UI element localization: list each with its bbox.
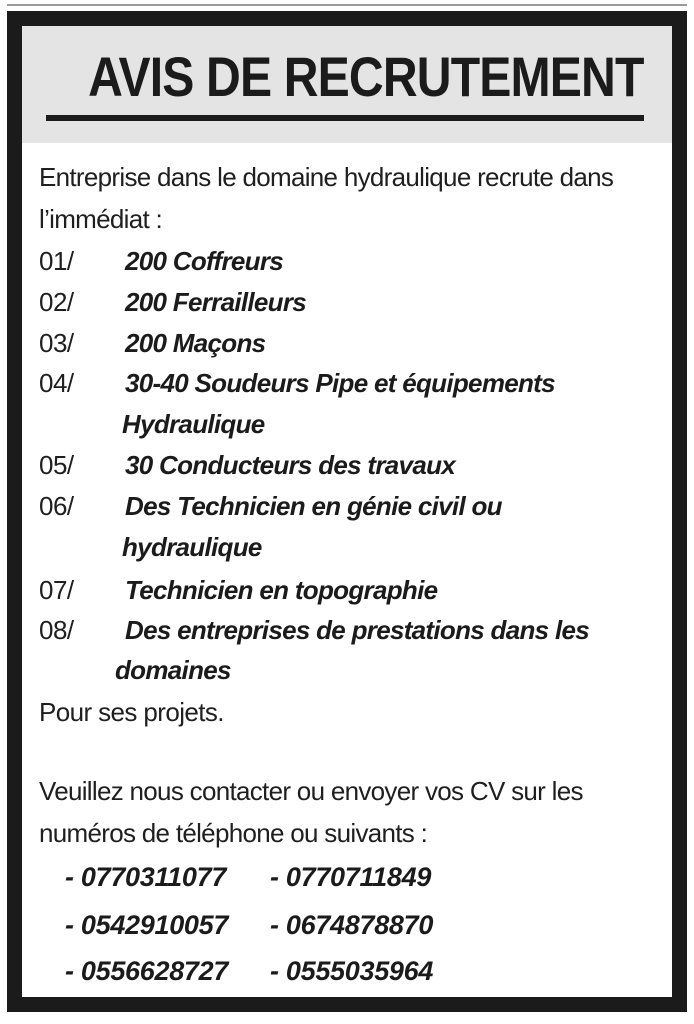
item-text: Technicien en topographie bbox=[125, 575, 438, 605]
title-band bbox=[22, 26, 672, 143]
item-text: Des entreprises de prestations dans les bbox=[125, 615, 590, 645]
item-number: 02/ bbox=[39, 287, 74, 317]
item-number: 05/ bbox=[39, 450, 74, 480]
item-text: 30 Conducteurs des travaux bbox=[125, 450, 456, 480]
item-text: 200 Ferrailleurs bbox=[125, 287, 307, 317]
phone-number: - 0555035964 bbox=[270, 956, 434, 986]
item-text: 200 Coffreurs bbox=[125, 246, 284, 276]
notice-title: AVIS DE RECRUTEMENT bbox=[88, 45, 644, 108]
phone-number: - 0542910057 bbox=[65, 910, 229, 940]
item-number: 06/ bbox=[39, 491, 74, 521]
item-number: 07/ bbox=[39, 575, 74, 605]
item-text: 30-40 Soudeurs Pipe et équipements bbox=[125, 368, 555, 398]
contact-text: Veuillez nous contacter ou envoyer vos CV sur les numéros de téléphone ou suivants : bbox=[39, 776, 583, 848]
intro-text: Entreprise dans le domaine hydraulique recrute dans l’immédiat : bbox=[39, 162, 614, 234]
top-rule bbox=[7, 4, 687, 6]
title-underline bbox=[46, 115, 644, 121]
item-text-continued: Hydraulique bbox=[122, 409, 265, 439]
item-number: 03/ bbox=[39, 328, 74, 358]
item-text: 200 Maçons bbox=[125, 328, 266, 358]
item-number: 01/ bbox=[39, 246, 74, 276]
item-text-continued: hydraulique bbox=[122, 532, 262, 562]
item-text-continued: domaines bbox=[115, 655, 231, 685]
phone-number: - 0674878870 bbox=[270, 910, 434, 940]
item-number: 08/ bbox=[39, 615, 74, 645]
phone-number: - 0556628727 bbox=[65, 956, 229, 986]
item-text: Des Technicien en génie civil ou bbox=[125, 491, 502, 521]
phone-number: - 0770711849 bbox=[270, 862, 432, 892]
phone-number: - 0770311077 bbox=[65, 862, 227, 892]
closing-text: Pour ses projets. bbox=[39, 697, 224, 727]
recruitment-notice bbox=[7, 11, 687, 1012]
item-number: 04/ bbox=[39, 368, 74, 398]
